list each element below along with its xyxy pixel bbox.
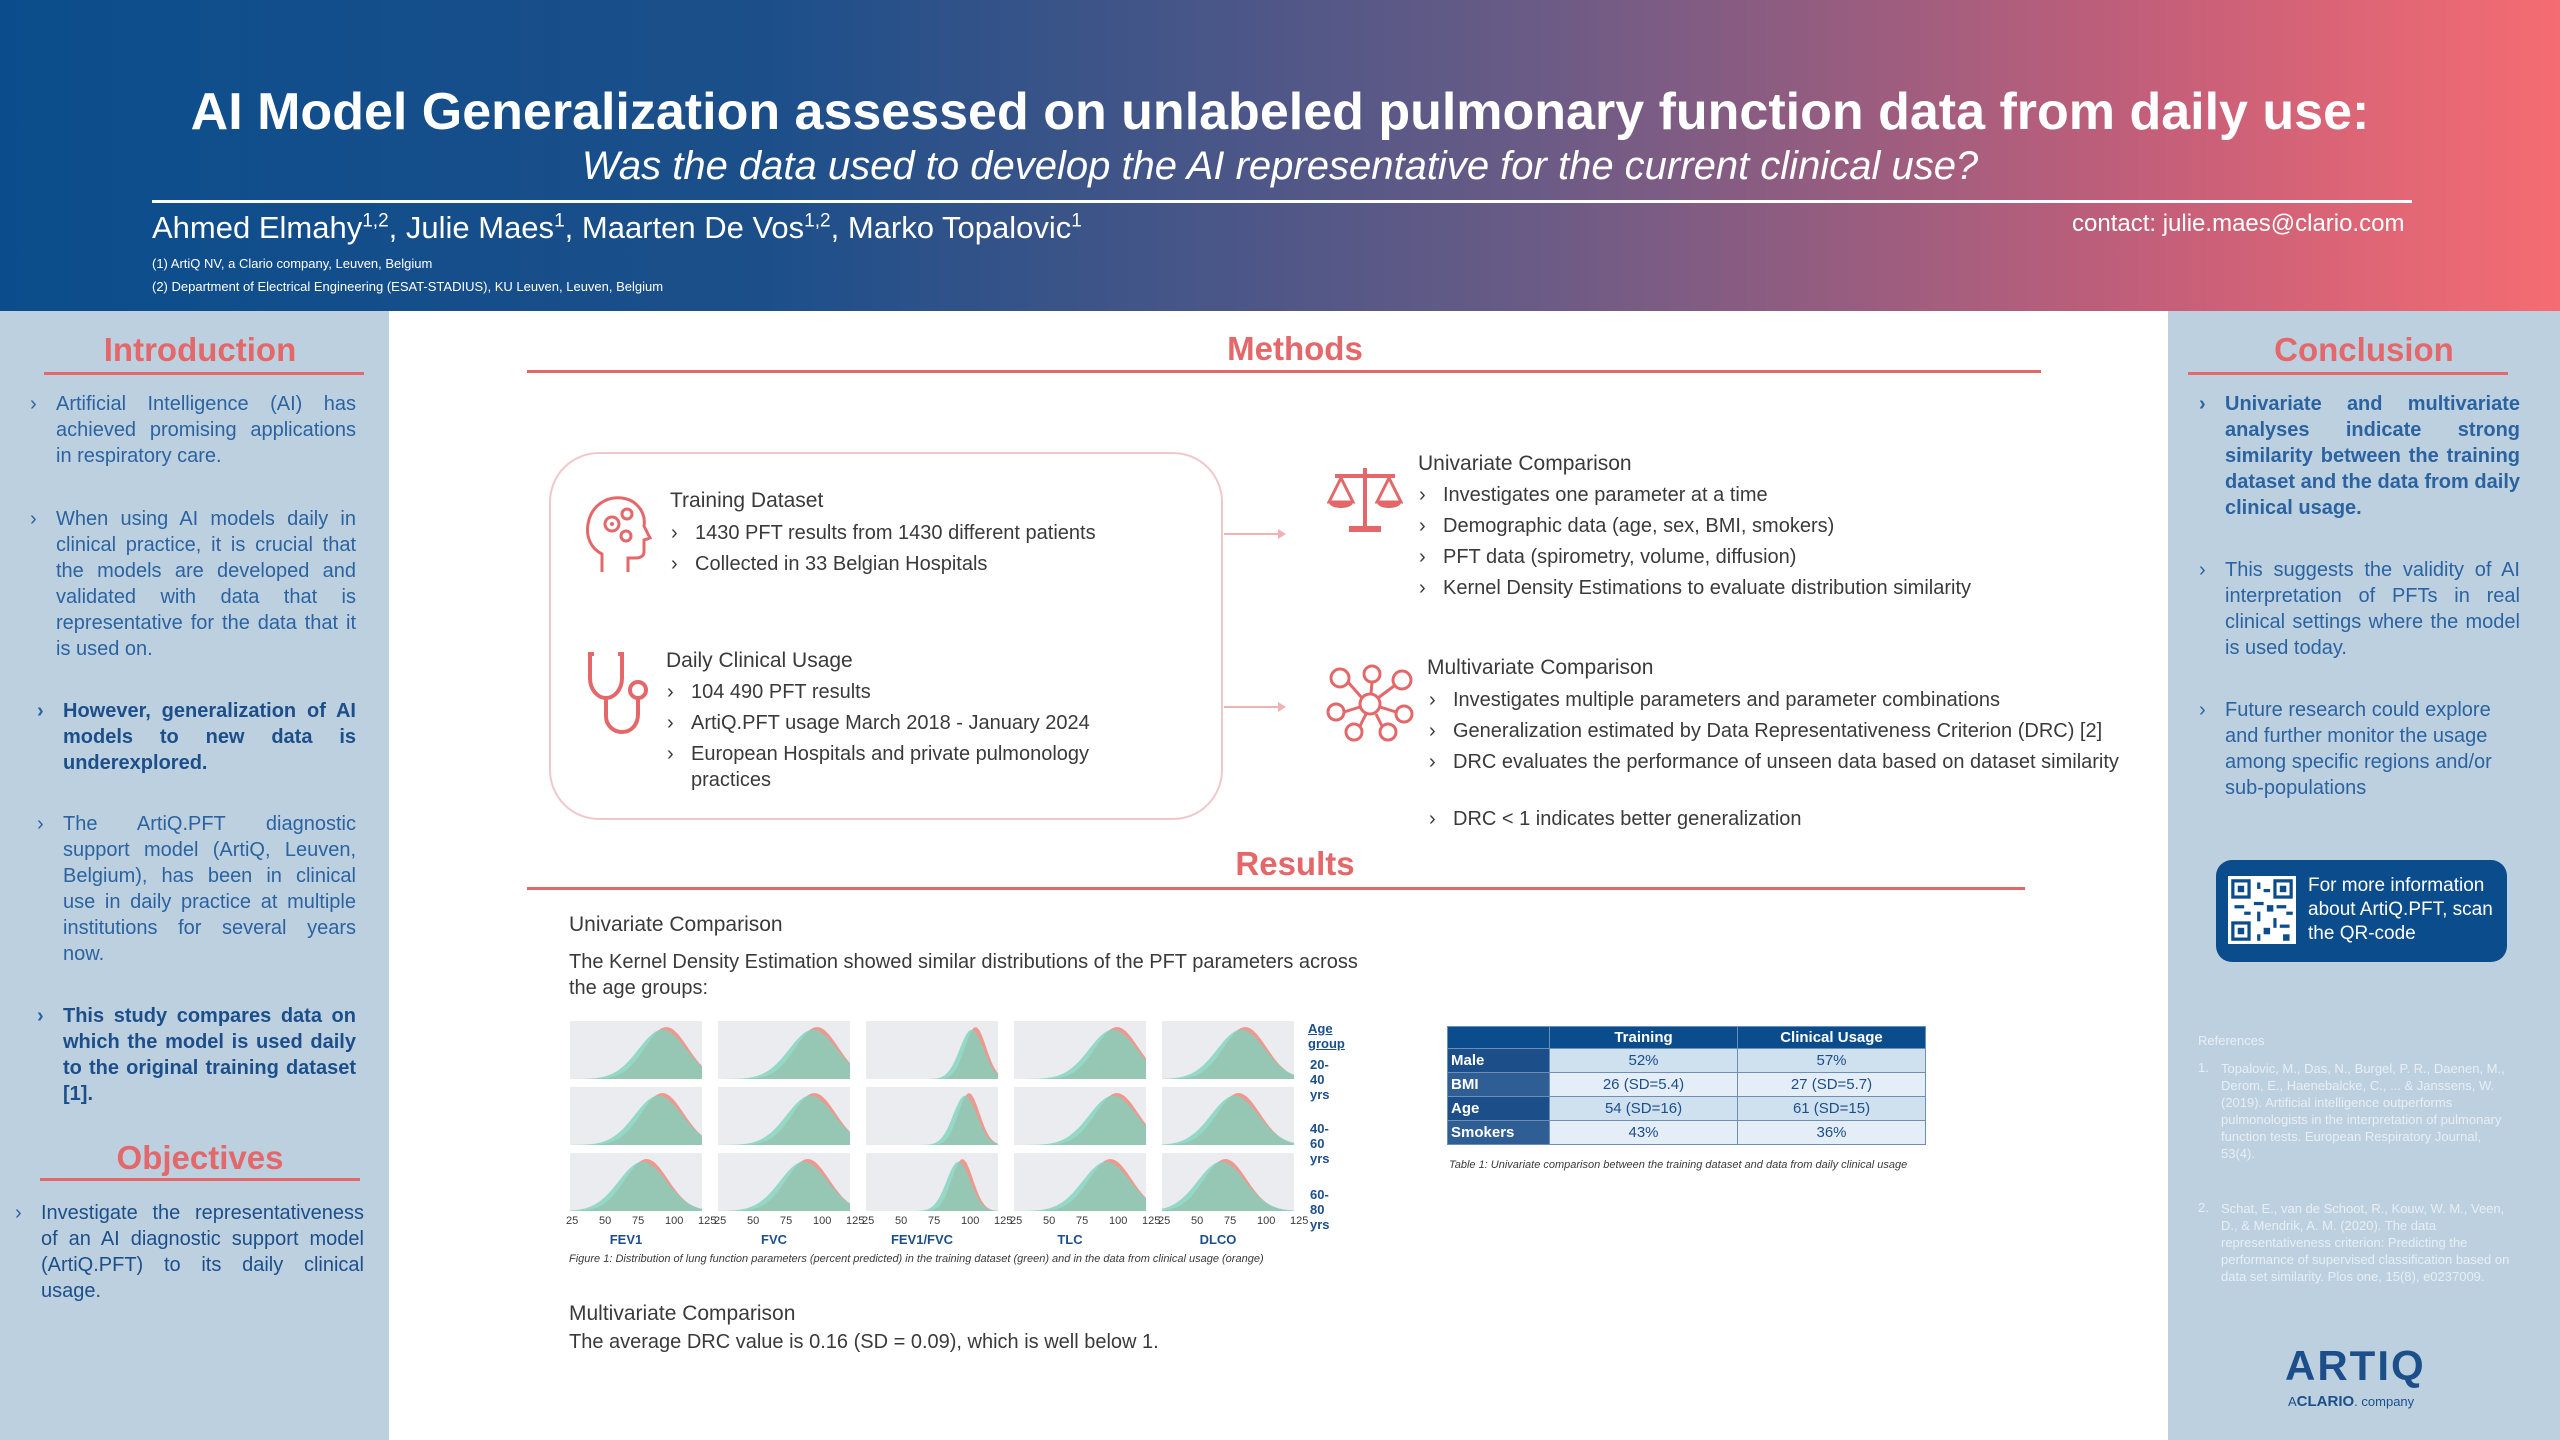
x-tick-label: 50 [1191, 1215, 1204, 1227]
author-name: Ahmed Elmahy [152, 210, 363, 245]
row-label: 40-60 yrs [1310, 1121, 1330, 1166]
parameter-label: TLC [1057, 1232, 1083, 1247]
results-multivariate-heading: Multivariate Comparison [569, 1302, 796, 1325]
results-univariate-text: The Kernel Density Estimation showed similar distributions of the PFT parameters across the age groups: [569, 951, 1358, 999]
objectives-title: Objectives [116, 1139, 284, 1176]
results-rule [527, 887, 2025, 890]
table-row: Age 54 (SD=16) 61 (SD=15) [1448, 1097, 1926, 1121]
reference-number: 2. [2198, 1200, 2209, 1215]
x-tick-label: 50 [1043, 1215, 1056, 1227]
intro-bullet: › When using AI models daily in clinical practice, it is crucial that the models are developed and validated with data that is representative for the data that it is used on. [56, 506, 356, 662]
arrow-to-univariate [1224, 533, 1284, 535]
x-tick-label: 75 [1076, 1215, 1089, 1227]
x-tick-label: 125 [994, 1215, 1013, 1227]
intro-bullet: › The ArtiQ.PFT diagnostic support model (ArtiQ, Leuven, Belgium), has been in clinical use in daily practice at multiple institutions for several years now. [63, 811, 356, 967]
kde-panel-FEV1/FVC-0 [866, 1021, 998, 1079]
univariate-item: › Investigates one parameter at a time [1443, 482, 1768, 508]
network-people-icon [1326, 664, 1416, 742]
conclusion-title: Conclusion [2274, 331, 2454, 368]
kde-panel-FEV1/FVC-2 [866, 1153, 998, 1211]
kde-panel-DLCO-0 [1162, 1021, 1294, 1079]
results-univariate-heading: Univariate Comparison [569, 913, 783, 936]
methods-rule [527, 370, 2041, 373]
table-caption: Table 1: Univariate comparison between the training dataset and data from daily clinical usage [1449, 1159, 1908, 1171]
x-tick-label: 75 [928, 1215, 941, 1227]
kde-panel-TLC-1 [1014, 1087, 1146, 1145]
affiliation-1: (1) ArtiQ NV, a Clario company, Leuven, Belgium [152, 256, 433, 271]
x-tick-label: 125 [846, 1215, 865, 1227]
table-header: Training [1550, 1027, 1738, 1049]
table-header: Clinical Usage [1738, 1027, 1926, 1049]
parameter-label: FVC [761, 1232, 787, 1247]
kde-panel-FVC-0 [718, 1021, 850, 1079]
x-tick-label: 25 [1158, 1215, 1171, 1227]
stethoscope-icon [586, 650, 650, 736]
conclusion-rule [2188, 372, 2508, 375]
contact-email[interactable]: contact: julie.maes@clario.com [2072, 210, 2405, 237]
univariate-item: › Demographic data (age, sex, BMI, smokers) [1443, 513, 1834, 539]
methods-title: Methods [1227, 330, 1363, 367]
x-tick-label: 50 [747, 1215, 760, 1227]
artiq-logo: ARTIQ [2285, 1342, 2426, 1389]
table-row: Smokers 43% 36% [1448, 1121, 1926, 1145]
daily-item: › ArtiQ.PFT usage March 2018 - January 2024 [691, 710, 1090, 736]
author-list: Ahmed Elmahy$^{1,2}$, Julie Maes$^1$, Maarten De Vos$^{1,2}$, Marko Topalovic$^1$ [152, 210, 1082, 245]
univariate-item: › PFT data (spirometry, volume, diffusion) [1443, 544, 1796, 570]
poster-header [0, 0, 2560, 311]
results-title: Results [1235, 845, 1355, 882]
x-tick-label: 100 [813, 1215, 832, 1227]
head-gears-icon [582, 492, 654, 576]
multivariate-item: › DRC < 1 indicates better generalization [1453, 806, 1802, 832]
x-tick-label: 100 [1109, 1215, 1128, 1227]
poster-subtitle: Was the data used to develop the AI representative for the current clinical use? [581, 144, 1979, 188]
multivariate-item: › Generalization estimated by Data Representativeness Criterion (DRC) [2] [1453, 718, 2102, 744]
x-tick-label: 50 [895, 1215, 908, 1227]
clario-subtitle: ACLARIO. company [2288, 1393, 2415, 1410]
daily-item: › 104 490 PFT results [691, 679, 871, 705]
daily-usage-heading: Daily Clinical Usage [666, 649, 853, 672]
x-tick-label: 100 [1257, 1215, 1276, 1227]
reference-number: 1. [2198, 1060, 2209, 1075]
balance-scale-icon [1327, 462, 1403, 538]
reference-item: Topalovic, M., Das, N., Burgel, P. R., Daenen, M., Derom, E., Haenebalcke, C., ... & Janssens, W. (2019). Artificial intelligence outperforms pulmonologists in the interpretation of pulmonary function tests. European Respiratory Journal, 53(4). [2221, 1061, 2505, 1161]
x-tick-label: 75 [780, 1215, 793, 1227]
table-header [1448, 1027, 1550, 1049]
references-title: References [2198, 1033, 2265, 1048]
x-tick-label: 50 [599, 1215, 612, 1227]
kde-chart-canvas [569, 1019, 1299, 1235]
header-divider [152, 200, 2412, 203]
table-row: Male 52% 57% [1448, 1049, 1926, 1073]
intro-bullet: › However, generalization of AI models to new data is underexplored. [63, 698, 356, 776]
x-tick-label: 25 [862, 1215, 875, 1227]
x-tick-label: 25 [566, 1215, 579, 1227]
x-tick-label: 125 [698, 1215, 717, 1227]
affiliation-2: (2) Department of Electrical Engineering (ESAT-STADIUS), KU Leuven, Leuven, Belgium [152, 279, 664, 294]
x-tick-label: 125 [1142, 1215, 1161, 1227]
kde-panel-TLC-2 [1014, 1153, 1146, 1211]
conclusion-bullet: › Future research could explore and further monitor the usage among specific regions and/or sub-populations [2225, 697, 2520, 801]
kde-panel-FEV1-1 [570, 1087, 702, 1145]
kde-panel-FVC-2 [718, 1153, 850, 1211]
figure-caption: Figure 1: Distribution of lung function parameters (percent predicted) in the training dataset (green) and in the data from clinical usage (orange) [569, 1253, 1264, 1265]
parameter-label: FEV1 [609, 1232, 643, 1247]
results-multivariate-text: The average DRC value is 0.16 (SD = 0.09), which is well below 1. [569, 1331, 1159, 1353]
table-row: BMI 26 (SD=5.4) 27 (SD=5.7) [1448, 1073, 1926, 1097]
x-tick-label: 100 [961, 1215, 980, 1227]
univariate-heading: Univariate Comparison [1418, 452, 1632, 475]
table-header-row [1448, 1027, 1926, 1049]
kde-panel-FEV1-2 [570, 1153, 702, 1211]
parameter-label: DLCO [1199, 1232, 1237, 1247]
row-label: 20-40 yrs [1310, 1057, 1330, 1102]
kde-panel-FEV1/FVC-1 [866, 1087, 998, 1145]
conclusion-bullet: › Univariate and multivariate analyses indicate strong similarity between the training dataset and the data from daily clinical usage. [2225, 391, 2520, 521]
kde-panel-FEV1-0 [570, 1021, 702, 1079]
x-tick-label: 75 [632, 1215, 645, 1227]
poster-title: AI Model Generalization assessed on unlabeled pulmonary function data from daily use: [190, 83, 2370, 141]
multivariate-item: › DRC evaluates the performance of unseen data based on dataset similarity [1453, 749, 2143, 775]
parameter-label: FEV1/FVC [890, 1232, 954, 1247]
intro-bullet: › Artificial Intelligence (AI) has achieved promising applications in respiratory care. [56, 391, 356, 469]
introduction-rule [44, 372, 364, 375]
kde-panel-FVC-1 [718, 1087, 850, 1145]
row-label: 60-80 yrs [1310, 1187, 1330, 1232]
author-name: Maarten De Vos [581, 210, 805, 245]
x-tick-label: 125 [1290, 1215, 1309, 1227]
univariate-table [1447, 1026, 1926, 1145]
qr-info-box[interactable] [2216, 860, 2507, 962]
x-tick-label: 100 [665, 1215, 684, 1227]
multivariate-item: › Investigates multiple parameters and parameter combinations [1453, 687, 2000, 713]
x-tick-label: 75 [1224, 1215, 1237, 1227]
qr-code-icon[interactable] [2228, 876, 2296, 944]
arrow-to-multivariate [1224, 706, 1284, 708]
author-name: Julie Maes [405, 210, 555, 245]
objectives-text: › Investigate the representativeness of an AI diagnostic support model (ArtiQ.PFT) to its daily clinical usage. [41, 1200, 364, 1304]
reference-item: Schat, E., van de Schoot, R., Kouw, W. M., Veen, D., & Mendrik, A. M. (2020). The data representativeness criterion: Predicting the performance of supervised classification based on data set similarity. Plos one, 15(8), e0237009. [2221, 1201, 2510, 1284]
kde-panel-TLC-0 [1014, 1021, 1146, 1079]
kde-panel-DLCO-1 [1162, 1087, 1294, 1145]
kde-chart [566, 1019, 1345, 1247]
univariate-item: › Kernel Density Estimations to evaluate distribution similarity [1443, 575, 1971, 601]
introduction-title: Introduction [103, 331, 297, 368]
legend-title: Age group [1308, 1021, 1345, 1051]
author-name: Marko Topalovic [847, 210, 1072, 245]
left-panel [0, 311, 389, 1440]
conclusion-bullet: › This suggests the validity of AI interpretation of PFTs in real clinical settings where the model is used today. [2225, 557, 2520, 661]
x-tick-label: 25 [714, 1215, 727, 1227]
daily-item: › European Hospitals and private pulmonology practices [691, 741, 1171, 793]
x-tick-label: 25 [1010, 1215, 1023, 1227]
training-dataset-heading: Training Dataset [670, 489, 824, 512]
intro-bullet: › This study compares data on which the model is used daily to the original training dataset [1]. [63, 1003, 356, 1107]
objectives-rule [40, 1178, 360, 1181]
kde-panel-DLCO-2 [1162, 1153, 1294, 1211]
qr-info-text: For more information about ArtiQ.PFT, scan the QR-code [2308, 875, 2493, 944]
training-item: › Collected in 33 Belgian Hospitals [695, 551, 987, 577]
training-item: › 1430 PFT results from 1430 different patients [695, 520, 1096, 546]
multivariate-heading: Multivariate Comparison [1427, 656, 1654, 679]
